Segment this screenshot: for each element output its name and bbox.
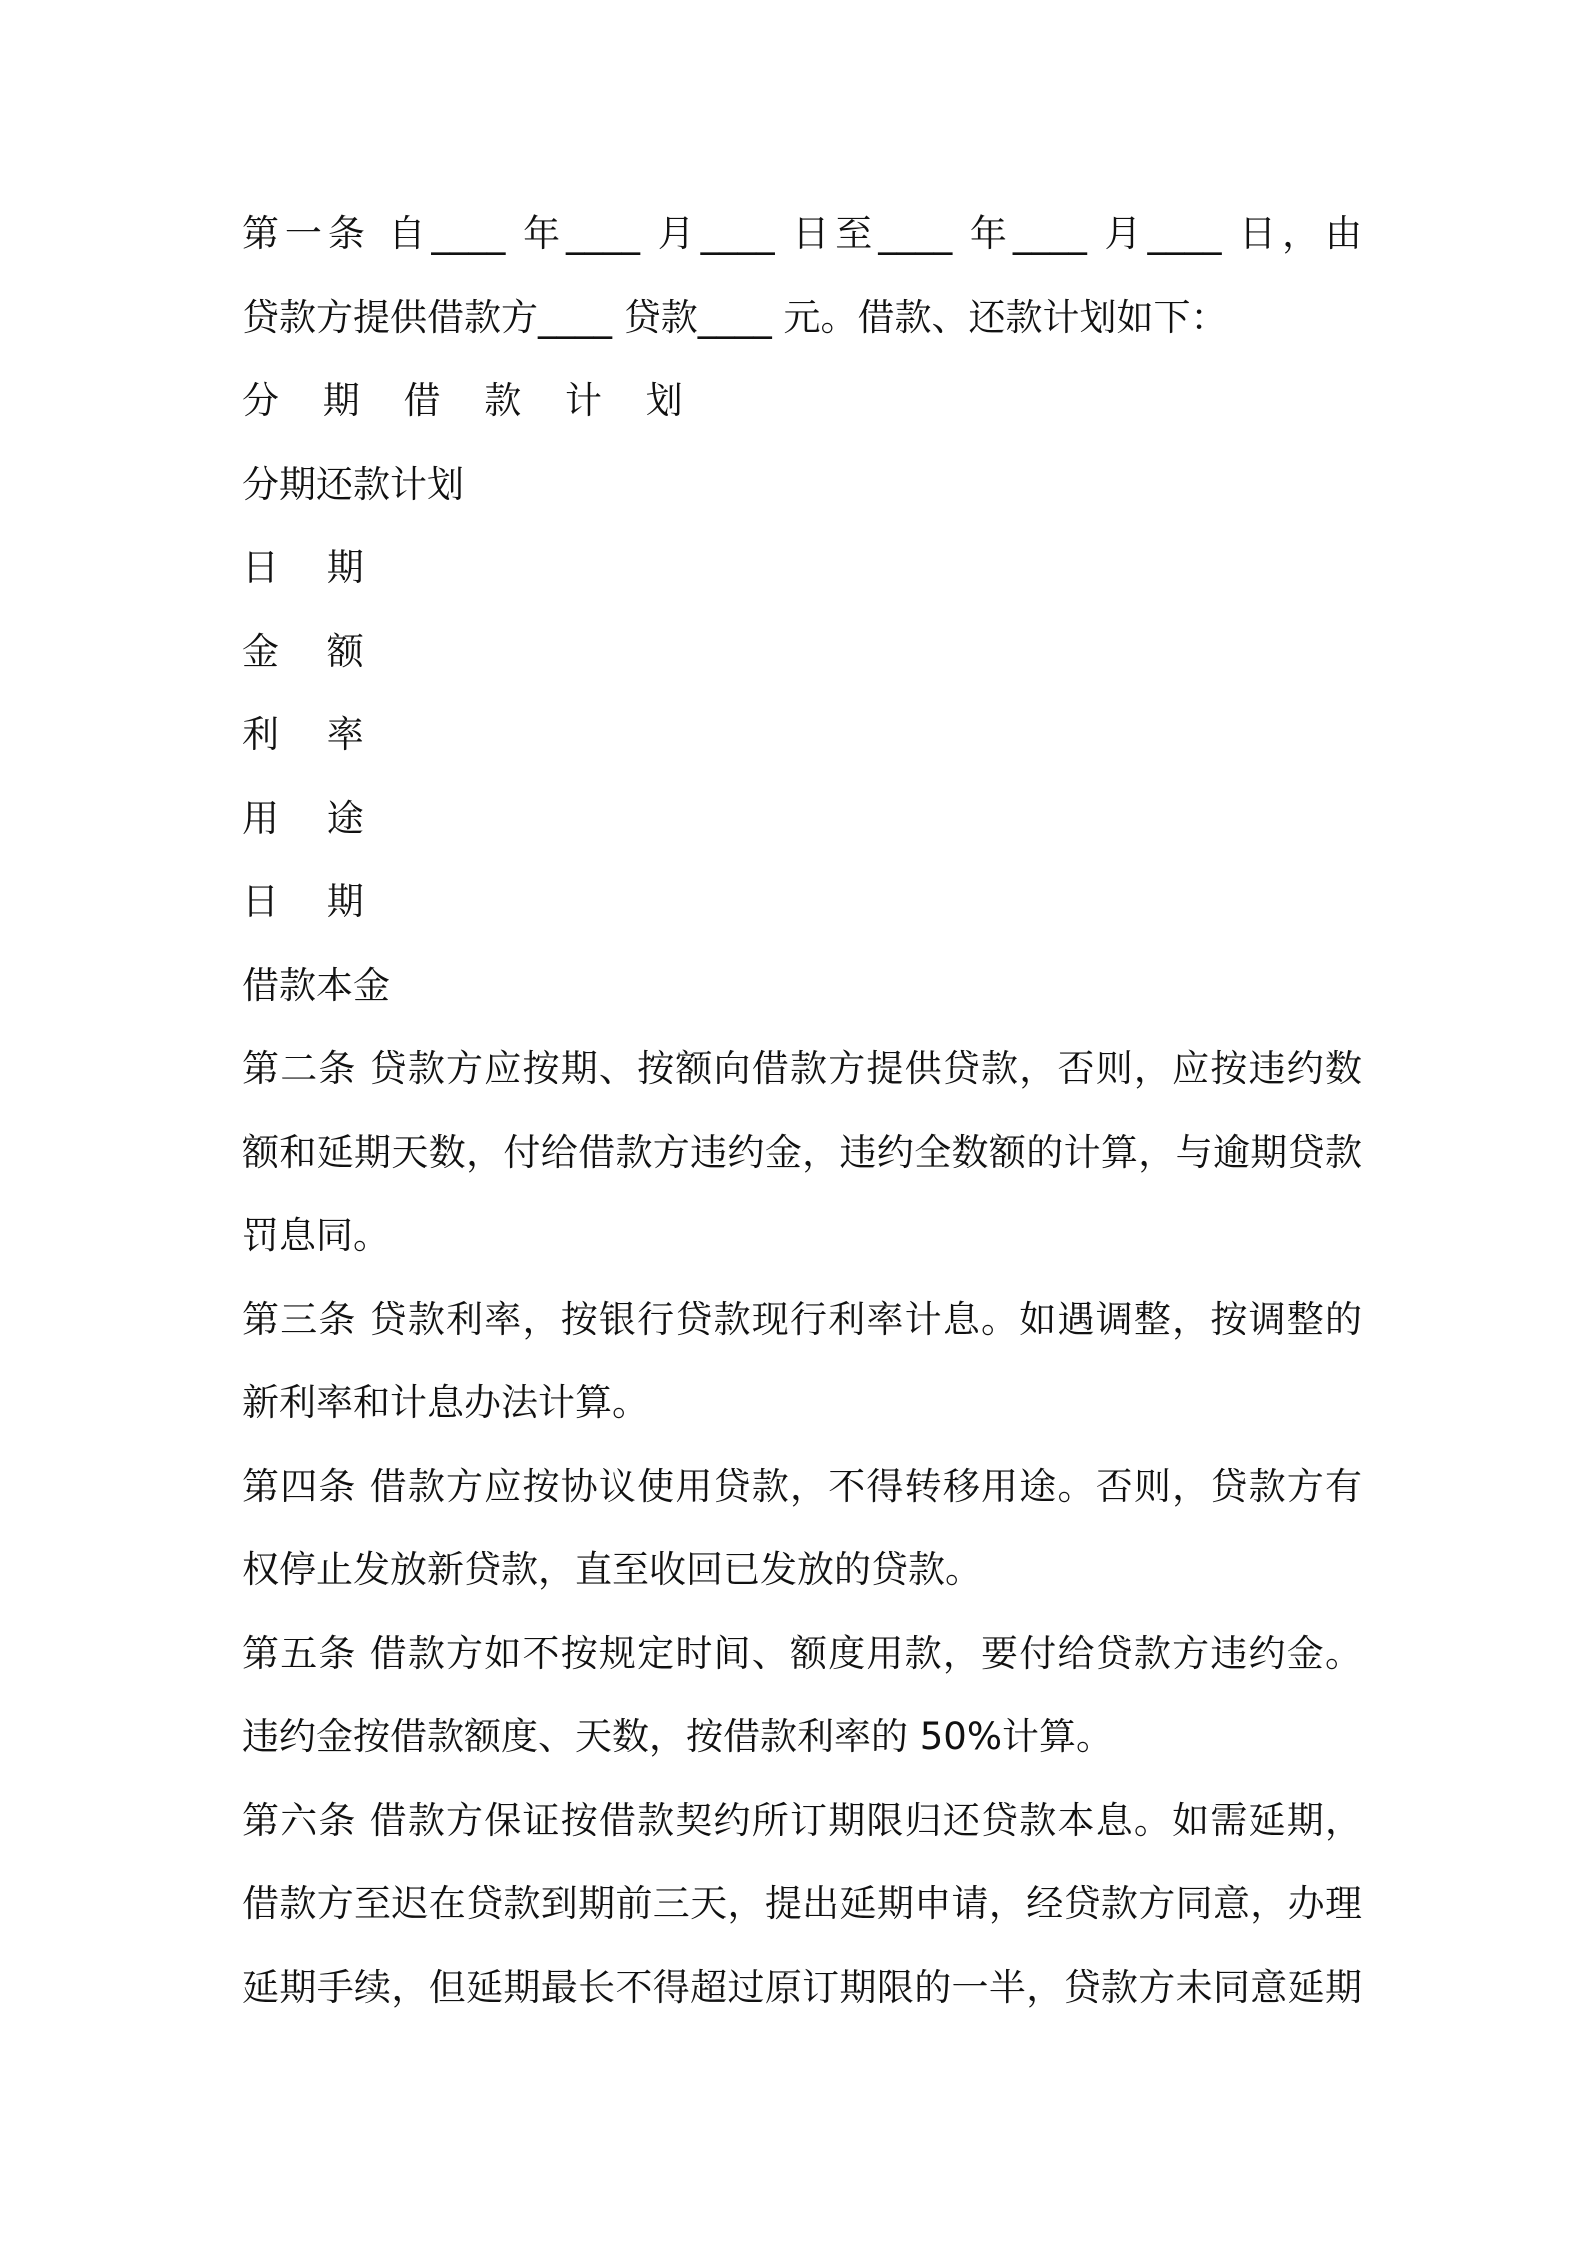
article-1-line-1: 第一条 自____ 年____ 月____ 日至____ 年____ 月____ 日，由: [242, 212, 1362, 255]
label-interest-rate: 利 率: [242, 713, 382, 756]
article-4-line-2: 权停止发放新贷款，直至收回已发放的贷款。: [242, 1548, 982, 1591]
article-3-line-1: 第三条 贷款利率，按银行贷款现行利率计息。如遇调整，按调整的: [242, 1297, 1362, 1341]
article-2-line-3: 罚息同。: [242, 1214, 390, 1257]
installment-repayment-plan-heading: 分期还款计划: [242, 462, 464, 506]
label-purpose: 用 途: [242, 796, 382, 840]
label-date: 日 期: [242, 546, 382, 589]
article-6-line-1: 第六条 借款方保证按借款契约所订期限归还贷款本息。如需延期，: [242, 1798, 1362, 1842]
article-6-line-2: 借款方至迟在贷款到期前三天，提出延期申请，经贷款方同意，办理: [242, 1882, 1362, 1925]
label-date-2: 日 期: [242, 880, 382, 923]
article-1-line-2: 贷款方提供借款方____ 贷款____ 元。借款、还款计划如下：: [242, 295, 1228, 339]
article-3-line-2: 新利率和计息办法计算。: [242, 1381, 649, 1424]
installment-loan-plan-heading: 分 期 借 款 计 划: [242, 379, 699, 422]
article-6-line-3: 延期手续，但延期最长不得超过原订期限的一半，贷款方未同意延期: [242, 1965, 1362, 2009]
article-5-line-2: 违约金按借款额度、天数，按借款利率的 50%计算。: [242, 1715, 1113, 1758]
label-amount: 金 额: [242, 629, 382, 673]
label-loan-principal: 借款本金: [242, 963, 390, 1007]
article-2-line-1: 第二条 贷款方应按期、按额向借款方提供贷款，否则，应按违约数: [242, 1047, 1362, 1090]
document-body: [242, 192, 1362, 2029]
article-4-line-1: 第四条 借款方应按协议使用贷款，不得转移用途。否则，贷款方有: [242, 1464, 1362, 1508]
article-5-line-1: 第五条 借款方如不按规定时间、额度用款，要付给贷款方违约金。: [242, 1631, 1362, 1675]
article-2-line-2: 额和延期天数，付给借款方违约金，违约全数额的计算，与逾期贷款: [242, 1130, 1362, 1174]
